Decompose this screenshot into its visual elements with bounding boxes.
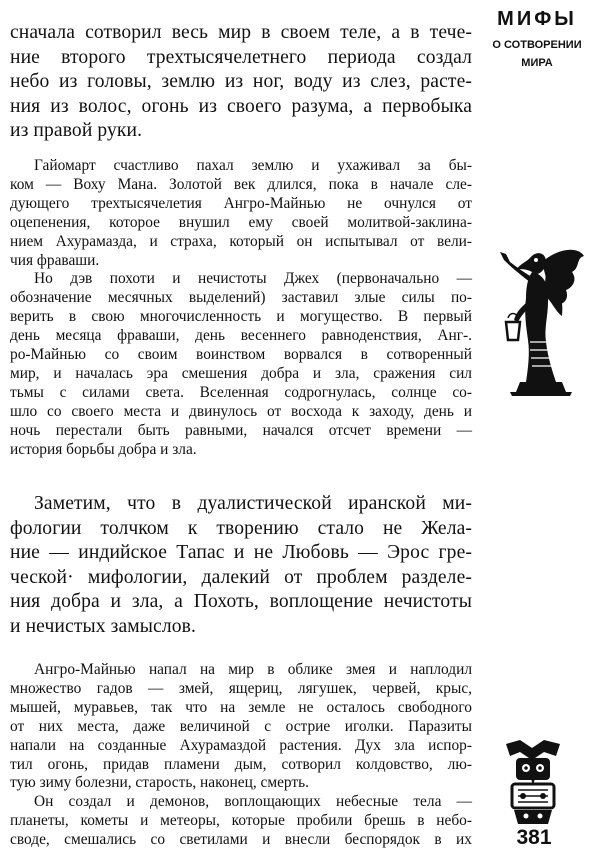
paragraph-commentary: [10, 492, 472, 640]
text-line: чия фраваши.: [10, 251, 100, 269]
section-title-line3: МИРА: [521, 57, 553, 69]
text-line: дующего трехтысячелетия Ангро-Майнью не очнулся от: [10, 194, 472, 212]
section-title-line1: МИФЫ: [497, 8, 577, 30]
text-line: история борьбы добра и зла.: [10, 440, 197, 458]
text-line: ния добра и зла, а Похоть, воплощение нечистоты: [10, 591, 472, 613]
text-line: планеты, кометы и метеоры, которые пробили брешь в небо-: [10, 812, 472, 830]
text-line: ние второго трехтысячелетнего периода создал: [10, 46, 472, 68]
paragraph-gayomart: [10, 157, 472, 460]
text-line: нием Ахурамазда, и страха, который он испытывал от вели-: [10, 232, 472, 250]
text-line: обозначение месячных выделений) заставил злые силы по-: [10, 289, 472, 307]
text-line: Но дэв похоти и нечистоты Джех (первоначально —: [34, 270, 472, 288]
text-line: своде, смешались со светилами и внесли беспорядок в их: [10, 831, 472, 849]
text-line: Заметим, что в дуалистической иранской ми-: [34, 493, 472, 514]
text-line: ческой· мифологии, далекий от проблем разделе-: [10, 566, 472, 588]
text-line: тую зиму болезни, старость, наконец, смерть.: [10, 774, 309, 792]
text-line: множество гадов — змей, ящериц, лягушек, червей, крыс,: [10, 679, 472, 697]
text-line: тьмы с силами света. Вселенная содрогнулась, солнце со-: [10, 383, 472, 401]
text-line: небо из головы, землю из ног, воду из слез, расте-: [10, 71, 472, 93]
text-line: и нечистых замыслов.: [10, 615, 196, 637]
text-line: ния из волос, огонь из своего разума, а первобыка: [10, 95, 472, 117]
text-line: от них места, даже величиной с острие иголки. Паразиты: [10, 717, 472, 735]
paragraph-creation: [10, 21, 472, 144]
text-line: Гайомарт счастливо пахал землю и ухаживал за бы-: [34, 157, 472, 174]
text-line: день месяца фраваши, день весеннего равноденствия, Анг-.: [10, 327, 472, 345]
text-line: напали на созданные Ахурамаздой растения. Дух зла испор-: [10, 736, 472, 754]
text-line: ком — Воху Мана. Золотой век длился, пока в начале сле-: [10, 175, 472, 193]
paragraph-angro-mainyu: [10, 661, 472, 850]
text-line: Он создал и демонов, воплощающих небесные тела —: [34, 793, 472, 811]
text-line: фологии толчком к творению стало не Желa-: [10, 517, 472, 539]
text-line: верить в свою многочисленность и могущество. В первый: [10, 308, 472, 326]
text-line: шло со своего места и двинулось от восхода к заходу, день и: [10, 402, 472, 420]
text-line: ро-Майнью со своим воинством ворвался в сотворенный: [10, 346, 472, 364]
page-number: 381: [516, 826, 552, 849]
section-title-line2: О СОТВОРЕНИИ: [492, 39, 582, 51]
text-line: ние — индийское Тапас и не Любовь — Эрос гре-: [10, 542, 472, 564]
text-line: сначала сотворил весь мир в своем теле, а в тече-: [10, 22, 472, 43]
totem-icon: [502, 738, 564, 826]
text-line: ночь перестали быть равными, начался отсчет времени —: [10, 421, 472, 439]
text-line: Ангро-Майнью напал на мир в облике змея и наплодил: [34, 661, 472, 678]
text-line: мир, и началась эра смешения добра и зла, сражения сил: [10, 364, 472, 382]
text-line: из правой руки.: [10, 120, 143, 142]
text-line: тил огонь, придав пламени дым, сотворил колдовство, лю-: [10, 755, 472, 773]
winged-deity-icon: [486, 242, 586, 398]
section-title: [478, 8, 596, 69]
text-line: мышей, муравьев, так что на земле не осталось свободного: [10, 698, 472, 716]
text-line: оцепенения, которое внушил ему своей молитвой-заклина-: [10, 213, 472, 231]
